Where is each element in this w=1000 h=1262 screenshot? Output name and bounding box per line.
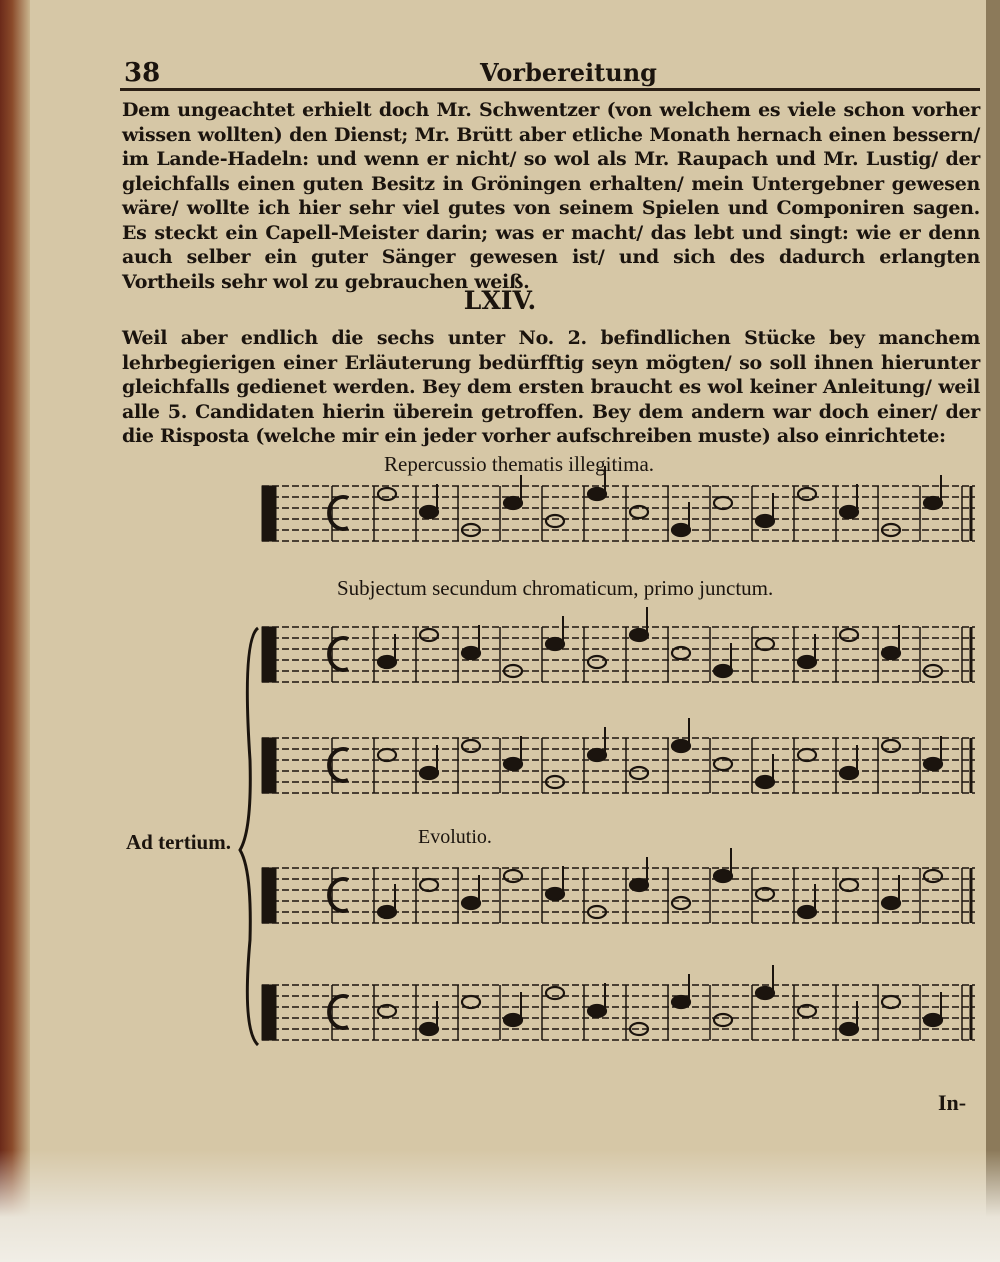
section-title: LXIV.	[463, 286, 537, 315]
music-label-evolutio: Evolutio.	[418, 826, 492, 848]
system-brace	[240, 628, 258, 1045]
paragraph-2: Weil aber endlich die sechs unter No. 2. befindlichen Stücke bey manchem lehrbegierigen einer Erläuterung bedürfftig seyn mögten/ so soll ihnen hierunter gleichfalls gedienet werden. Bey dem ersten braucht es wol keiner Anleitung/ weil alle 5. Candidaten hierin überein getroffen. Bey dem andern war doch einer/ der die Risposta (welche mir ein jeder vorher aufschreiben muste) also einrichtete:	[122, 327, 980, 447]
music-label-subjectum: Subjectum secundum chromaticum, primo junctum.	[337, 576, 774, 600]
staff-5	[262, 965, 975, 1040]
staff-4	[262, 848, 975, 923]
music-label-repercussio: Repercussio thematis illegitima.	[384, 452, 655, 476]
music-side-label: Ad tertium.	[126, 830, 231, 854]
page-number: 38	[124, 58, 161, 88]
staff-3	[262, 718, 975, 793]
running-head: Vorbereitung	[480, 58, 657, 87]
staff-2	[262, 607, 975, 682]
book-edge-bottom	[0, 1150, 1000, 1262]
paragraph-1: Dem ungeachtet erhielt doch Mr. Schwentzer (von welchem es viele schon vorher wissen wollten) den Dienst; Mr. Brütt aber etliche Monath hernach einen bessern/ im Lande-Hadeln: und wenn er nicht/ so wol als Mr. Raupach und Mr. Lustig/ der gleichfalls einen guten Besitz in Gröningen erhalten/ mein Untergebner gewesen wäre/ wollte ich hier sehr viel gutes von seinem Spielen und Componiren sagen. Es steckt ein Capell-Meister darin; was er macht/ das lebt und singt: wie er denn auch selber ein guter Sänger gewesen ist/ und sich des dadurch erlangten Vortheils sehr wol zu gebrauchen weiß.	[122, 99, 980, 293]
staff-1	[262, 466, 975, 541]
catchword: In-	[938, 1090, 967, 1115]
